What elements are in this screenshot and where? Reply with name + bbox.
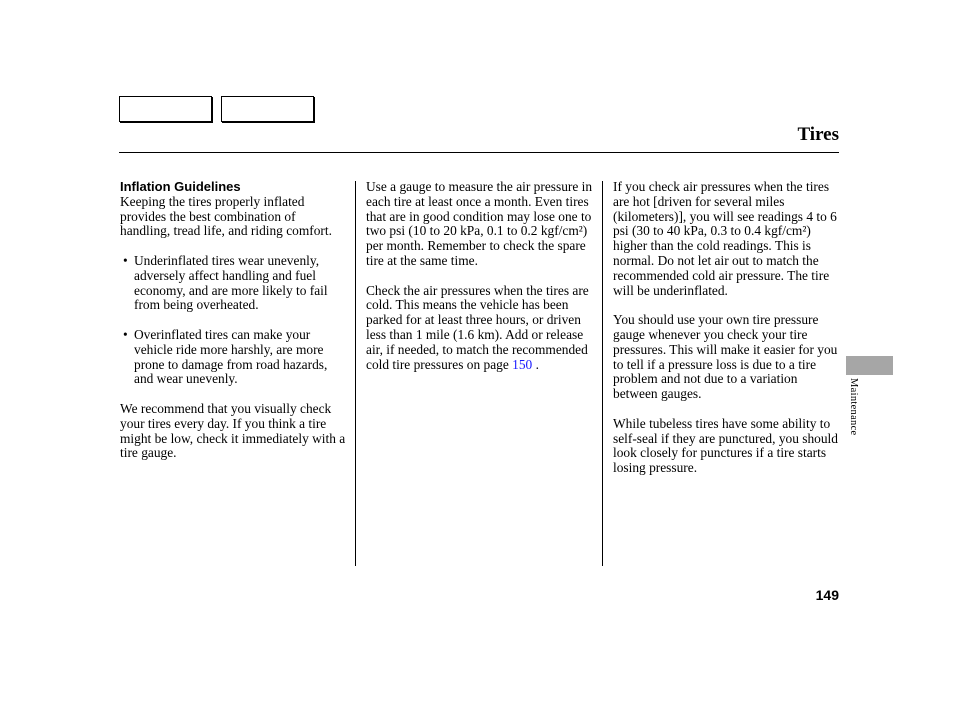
nav-button-next[interactable] — [221, 96, 314, 122]
page-number: 149 — [815, 587, 839, 603]
paragraph-text: Check the air pressures when the tires are cold. This means the vehicle has been parked for at least three hours, or driven less than 1 mile (1.6 km). Add or release air, if needed, to match the recommended cold tire pressures on page — [366, 282, 589, 372]
page-title: Tires — [797, 124, 839, 145]
bullet-text: Overinflated tires can make your vehicle ride more harshly, are more prone to damage from road hazards, and wear unevenly. — [134, 326, 328, 387]
bullet-item — [120, 328, 348, 387]
column-divider — [602, 181, 603, 566]
paragraph-end: . — [532, 356, 539, 372]
header-rule — [119, 152, 839, 153]
section-heading: Inflation Guidelines — [120, 179, 241, 194]
paragraph: While tubeless tires have some ability to self-seal if they are punctured, you should look closely for punctures if a tire starts losing pressure. — [613, 415, 838, 476]
intro-paragraph: Keeping the tires properly inflated provides the best combination of handling, tread life, and riding comfort. — [120, 193, 332, 239]
closing-paragraph: We recommend that you visually check your tires every day. If you think a tire might be low, check it immediately with a tire gauge. — [120, 400, 346, 461]
bullet-item — [120, 254, 348, 313]
column-2 — [366, 180, 594, 387]
bullet-text: Underinflated tires wear unevenly, adversely affect handling and fuel economy, and are more likely to fail from being overheated. — [134, 252, 328, 313]
paragraph: If you check air pressures when the tires are hot [driven for several miles (kilometers)], you will see readings 4 to 6 psi (30 to 40 kPa, 0.3 to 0.4 kgf/cm²) higher than the cold readings. This is normal. Do not let air out to match the recommended cold air pressure. The tire will be underinflated. — [613, 179, 837, 298]
paragraph: You should use your own tire pressure gauge whenever you check your tire pressures. This will make it easier for you to tell if a pressure loss is due to a tire problem and not due to a variation between gauges. — [613, 312, 838, 402]
column-1 — [120, 180, 348, 476]
bullet-dot-icon: • — [123, 326, 128, 342]
page-link[interactable]: 150 — [512, 356, 533, 372]
column-3 — [613, 180, 841, 491]
paragraph — [366, 284, 594, 373]
section-tab-label: Maintenance — [848, 378, 859, 436]
nav-button-previous[interactable] — [119, 96, 212, 122]
bullet-dot-icon: • — [123, 252, 128, 268]
section-tab[interactable] — [846, 356, 893, 375]
column-divider — [355, 181, 356, 566]
paragraph: Use a gauge to measure the air pressure in each tire at least once a month. Even tires that are in good condition may lose one to two psi (10 to 20 kPa, 0.1 to 0.2 kgf/cm²) per month. Remember to check the spare tire at the same time. — [366, 179, 593, 268]
